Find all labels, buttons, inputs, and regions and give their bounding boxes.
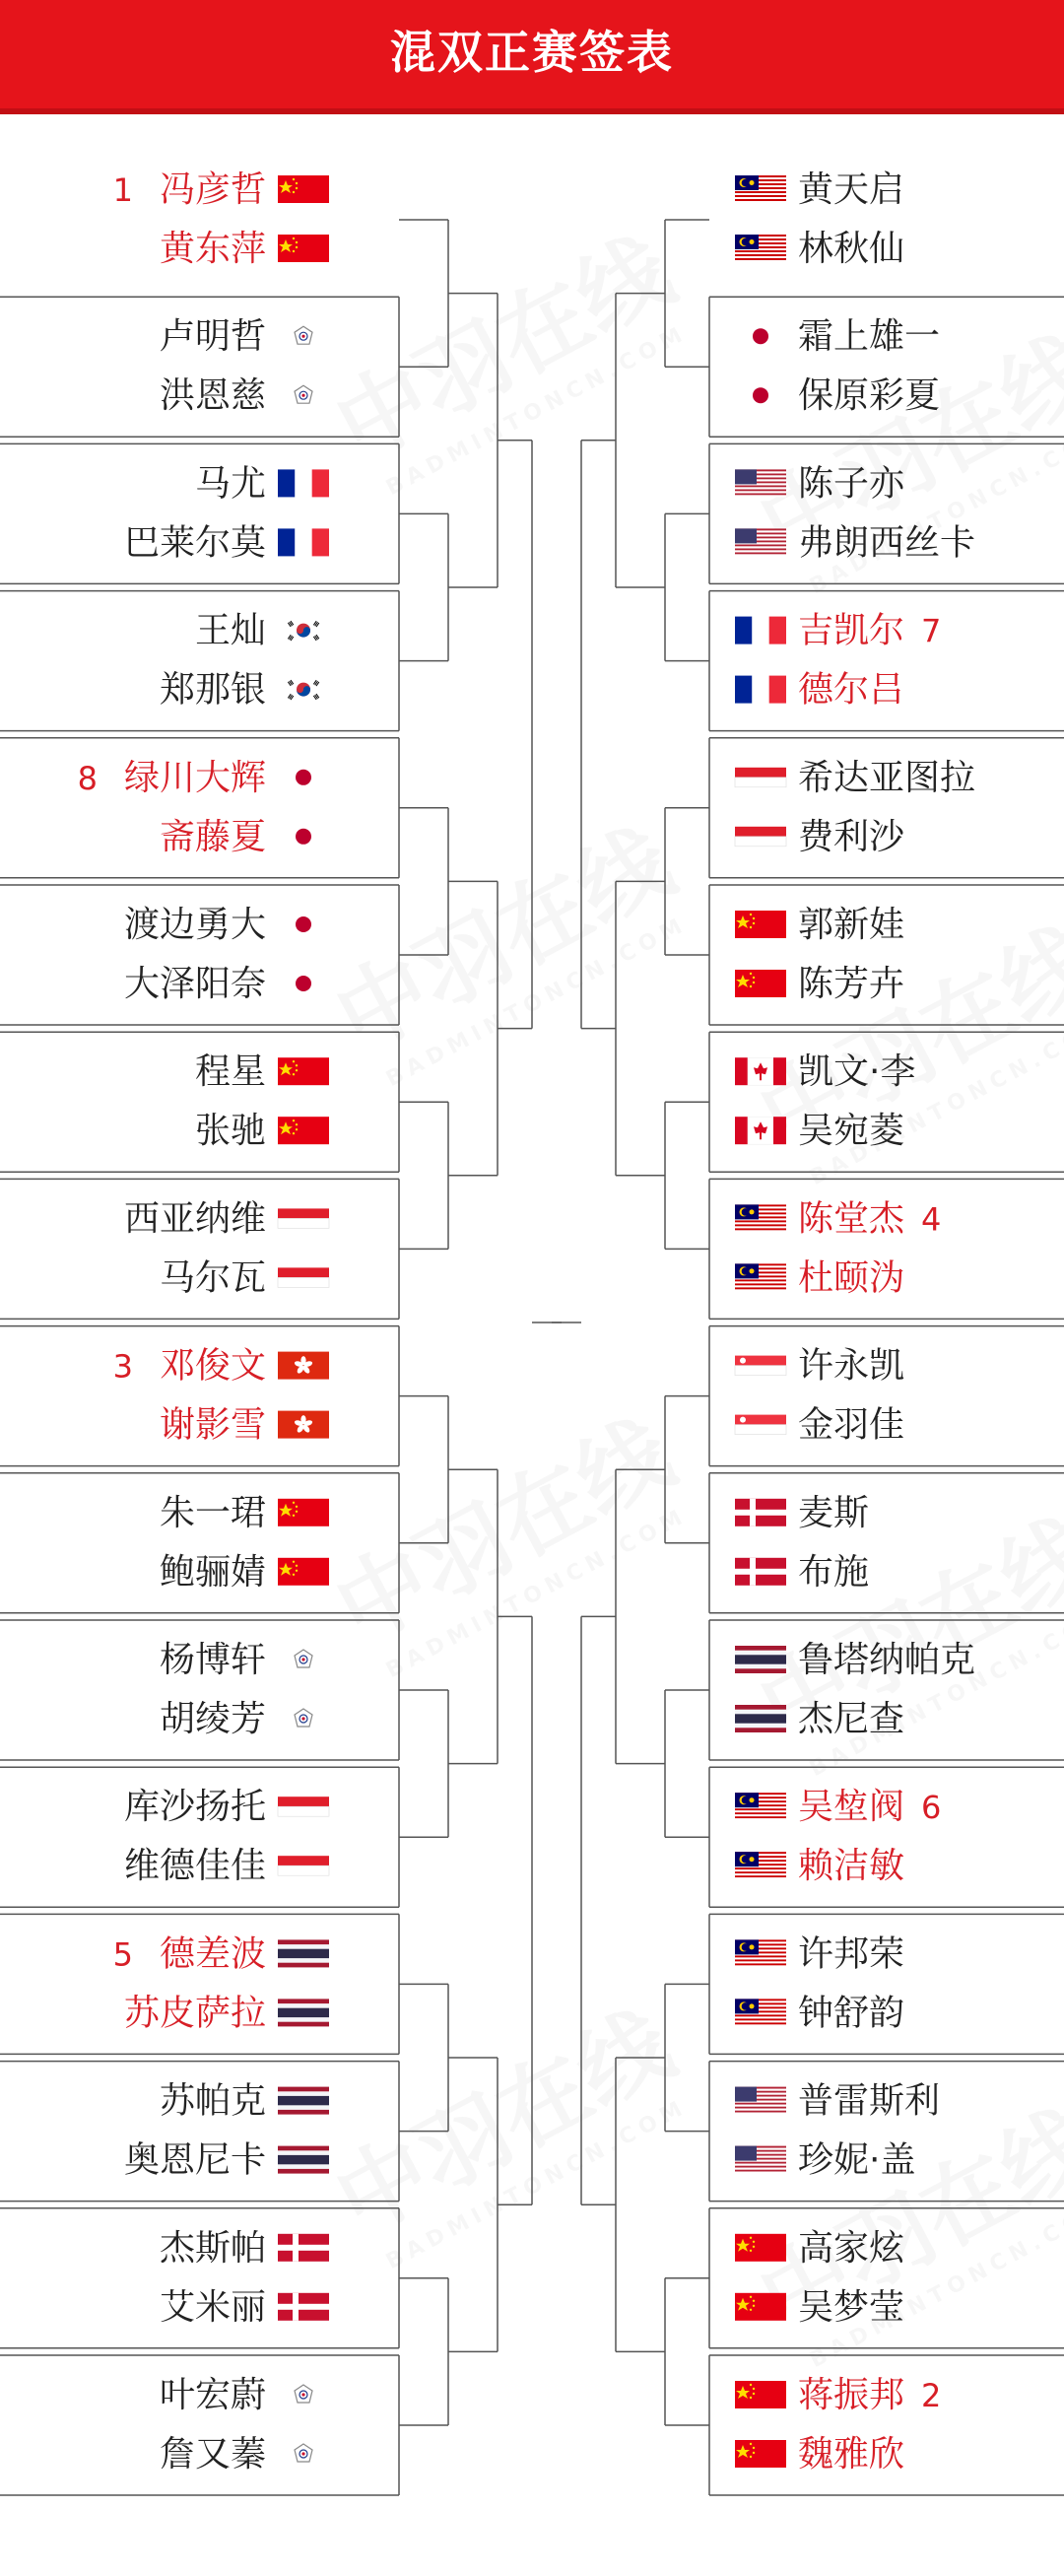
player-name: 渡边勇大 [123, 905, 266, 945]
player-name: 魏雅欣 [798, 2434, 905, 2474]
player-name: 凯文·李 [798, 1051, 916, 1093]
player-name: 苏皮萨拉 [123, 1993, 266, 2034]
player-name: 高家炫 [798, 2227, 905, 2269]
player-name: 希达亚图拉 [798, 757, 976, 798]
player-name: 冯彦哲 [159, 169, 266, 210]
player-name: 陈子亦 [798, 463, 905, 505]
seed-number: 6 [921, 1789, 942, 1827]
draw-pair [735, 1640, 975, 1739]
player-name: 鲁塔纳帕克 [798, 1640, 976, 1680]
player-name: 陈堂杰 [798, 1198, 905, 1240]
draw-pair [735, 2228, 905, 2328]
seed-number: 3 [112, 1347, 133, 1386]
player-name: 钟舒韵 [798, 1993, 905, 2034]
player-name: 朱一珺 [159, 1492, 266, 1533]
player-name: 林秋仙 [798, 229, 905, 269]
draw-pair [113, 169, 329, 269]
draw-pair [124, 463, 329, 563]
player-name: 维德佳佳 [123, 1846, 266, 1887]
player-name: 斋藤夏 [159, 816, 266, 857]
player-name: 胡绫芳 [159, 1699, 266, 1739]
draw-pair [124, 2081, 329, 2181]
draw-pair [160, 1640, 312, 1739]
player-name: 谢影雪 [159, 1404, 266, 1446]
seed-number: 2 [921, 2377, 942, 2414]
player-name: 杰斯帕 [159, 2227, 266, 2269]
draw-pair [735, 1051, 915, 1151]
player-name: 叶宏蔚 [159, 2375, 266, 2415]
player-name: 黄东萍 [159, 229, 266, 269]
player-name: 杨博轩 [159, 1640, 266, 1680]
draw-pair [160, 2375, 312, 2474]
player-name: 巴莱尔莫 [123, 522, 266, 564]
page-title: 混双正赛签表 [390, 26, 674, 79]
draw-pair [735, 463, 975, 563]
player-name: 赖洁敏 [798, 1846, 905, 1887]
draw-pair [735, 611, 941, 711]
player-name: 吴梦莹 [798, 2286, 905, 2328]
draw-pair [735, 2375, 941, 2474]
draw-pair [160, 1493, 329, 1593]
player-name: 吴堏阀 [798, 1787, 905, 1828]
draw-pair [160, 611, 319, 711]
player-name: 郑那银 [159, 669, 266, 711]
player-name: 布施 [798, 1551, 870, 1593]
seed-number: 8 [77, 759, 98, 797]
player-name: 杜颐沩 [798, 1257, 905, 1299]
draw-pair [735, 1933, 904, 2033]
player-name: 卢明哲 [159, 316, 266, 358]
player-name: 许邦荣 [798, 1933, 905, 1975]
seed-number: 5 [112, 1935, 133, 1974]
draw-pair [124, 1198, 329, 1298]
draw-pair [124, 905, 311, 1004]
player-name: 邓俊文 [159, 1345, 266, 1387]
player-name: 德尔吕 [798, 669, 905, 711]
player-name: 陈芳卉 [798, 964, 905, 1004]
player-name: 詹又蓁 [159, 2434, 266, 2474]
player-name: 绿川大辉 [123, 757, 266, 798]
player-name: 弗朗西丝卡 [798, 522, 976, 564]
draw-pair [160, 316, 312, 416]
player-name: 奥恩尼卡 [123, 2139, 266, 2181]
player-name: 德差波 [159, 1933, 266, 1975]
draw-pair [113, 1933, 329, 2033]
player-name: 张驰 [194, 1111, 266, 1152]
player-name: 艾米丽 [159, 2286, 266, 2328]
player-name: 杰尼查 [798, 1699, 905, 1739]
draw-pair [735, 1198, 941, 1298]
seed-number: 4 [921, 1200, 942, 1239]
draw-pair [735, 758, 975, 857]
player-name: 蒋振邦 [798, 2375, 905, 2415]
player-name: 普雷斯利 [798, 2080, 941, 2122]
player-name: 保原彩夏 [798, 375, 941, 417]
player-name: 库沙扬托 [123, 1787, 266, 1828]
player-name: 珍妮·盖 [798, 2139, 916, 2181]
player-name: 王灿 [194, 610, 266, 651]
player-name: 马尔瓦 [159, 1257, 266, 1299]
player-name: 马尤 [194, 463, 266, 505]
draw-pair [735, 905, 904, 1004]
player-name: 鲍骊婧 [159, 1551, 266, 1593]
player-name: 霜上雄一 [798, 316, 941, 358]
seed-number: 7 [921, 612, 942, 650]
seed-number: 1 [112, 171, 133, 209]
draw-pair [124, 1787, 329, 1886]
player-name: 麦斯 [798, 1492, 870, 1533]
draw-pair [735, 2081, 940, 2181]
player-name: 苏帕克 [159, 2080, 266, 2122]
player-name: 程星 [194, 1051, 266, 1093]
player-name: 金羽佳 [798, 1404, 905, 1446]
player-name: 吉凯尔 [798, 610, 905, 651]
player-name: 费利沙 [798, 816, 905, 857]
player-name: 西亚纳维 [123, 1198, 266, 1240]
player-name: 洪恩慈 [159, 375, 266, 417]
draw-pair [113, 1346, 329, 1446]
player-name: 许永凯 [798, 1345, 905, 1387]
draw-pair [735, 1493, 869, 1593]
draw-pair [735, 1787, 941, 1886]
draw-pair [735, 1346, 904, 1446]
draw-pair [753, 316, 940, 416]
player-name: 大泽阳奈 [123, 964, 266, 1004]
player-name: 黄天启 [798, 169, 905, 210]
player-name: 郭新娃 [798, 905, 905, 945]
draw-pair [160, 2228, 329, 2328]
draw-pair [195, 1051, 329, 1151]
draw-pair [735, 169, 904, 269]
draw-pair [78, 758, 311, 857]
player-name: 吴宛菱 [798, 1111, 905, 1152]
